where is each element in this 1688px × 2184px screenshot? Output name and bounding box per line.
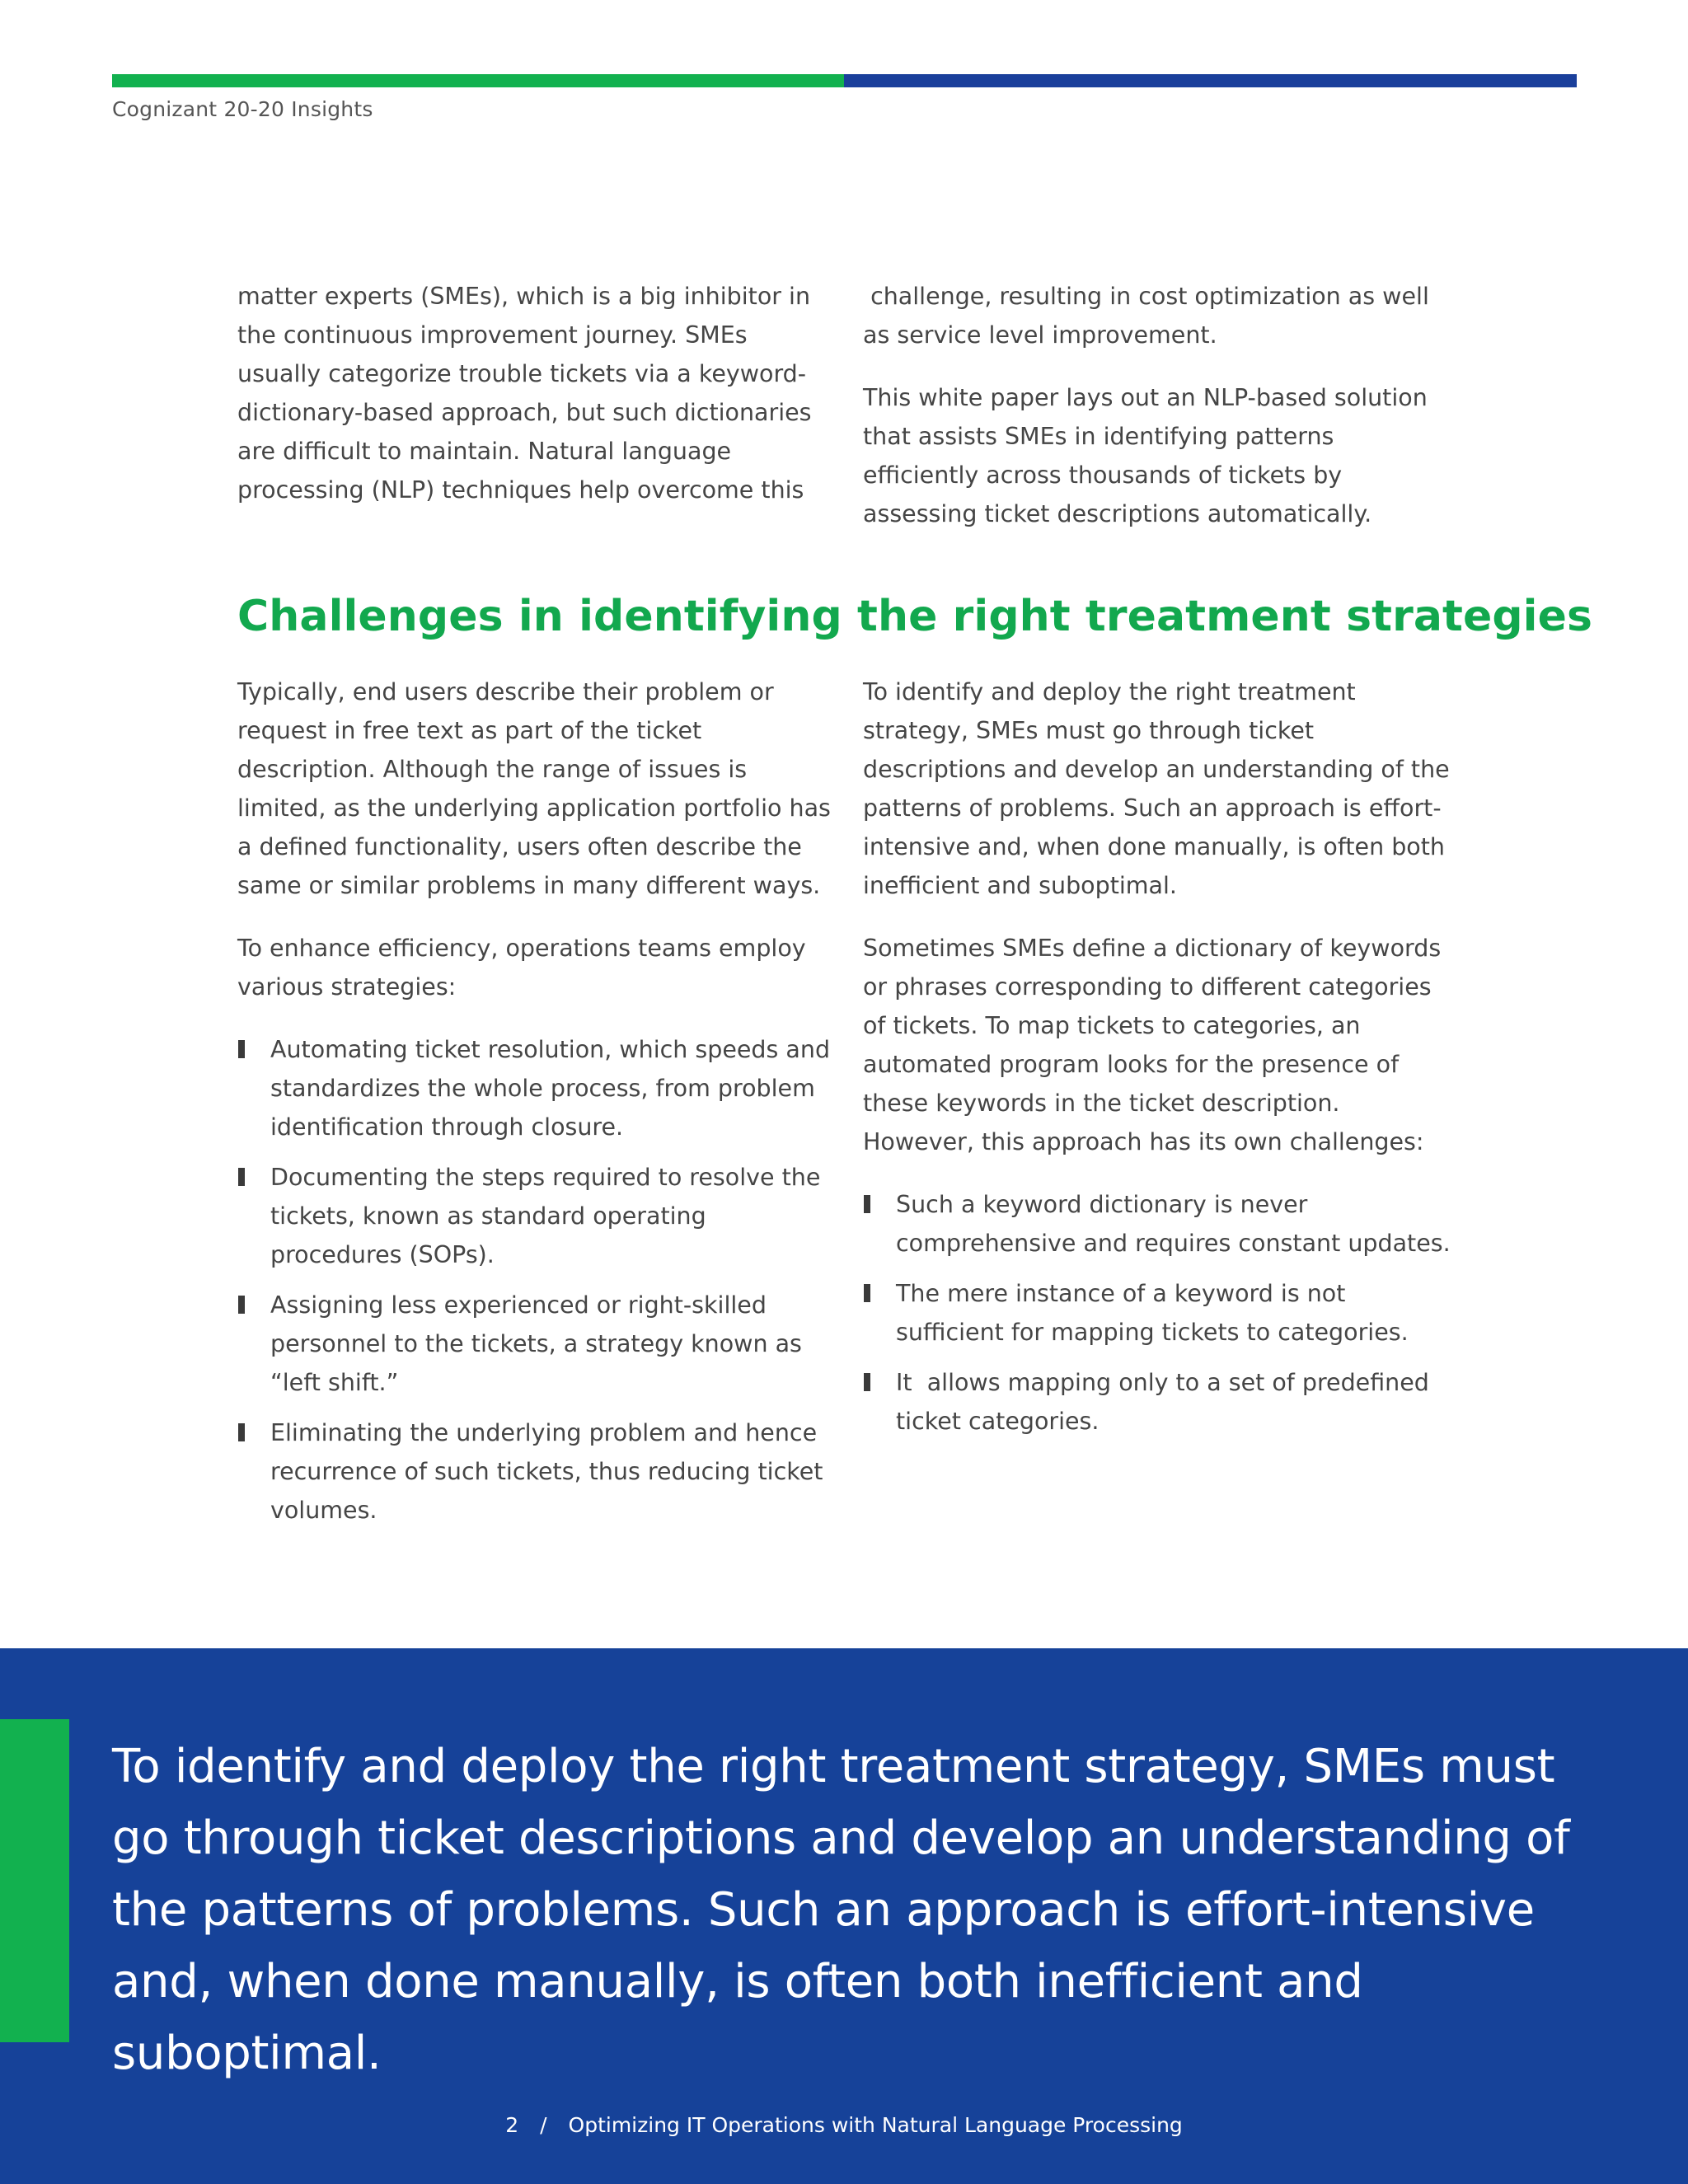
bullet-icon xyxy=(238,1296,245,1314)
list-item-text: Such a keyword dictionary is never comprehensive and requires constant updates. xyxy=(896,1191,1451,1257)
top-color-bar xyxy=(112,74,1577,87)
intro-right-column xyxy=(863,277,1456,557)
bullet-icon xyxy=(864,1284,870,1302)
list-item-text: The mere instance of a keyword is not sufficient for mapping tickets to categories. xyxy=(896,1280,1409,1346)
section-right-paragraph-1: To identify and deploy the right treatment strategy, SMEs must go through ticket descriptions and develop an understanding of the patterns of problems. Such an approach is effort-intensive and, when done manually, is often both inefficient and suboptimal. xyxy=(863,678,1450,899)
intro-right-paragraph-2: This white paper lays out an NLP-based solution that assists SMEs in identifying patterns efficiently across thousands of tickets by assessing ticket descriptions automatically. xyxy=(863,384,1428,527)
intro-right-paragraph-1: challenge, resulting in cost optimization as well as service level improvement. xyxy=(863,283,1437,349)
section-left-paragraph-1: Typically, end users describe their problem or request in free text as part of the ticket description. Although the range of issues is limited, as the underlying application portfolio has a defined functionality, users often describe the same or similar problems in many different ways. xyxy=(237,678,831,899)
list-item-text: Eliminating the underlying problem and hence recurrence of such tickets, thus reducing ticket volumes. xyxy=(270,1419,823,1524)
list-item-text: Assigning less experienced or right-skilled personnel to the tickets, a strategy known as “left shift.” xyxy=(270,1291,802,1396)
pullquote-text: To identify and deploy the right treatment strategy, SMEs must go through ticket descriptions and develop an understanding of the patterns of problems. Such an approach is effort-intensive and, when done manually, is often both inefficient and suboptimal. xyxy=(112,1740,1570,2080)
bullet-icon xyxy=(238,1423,245,1441)
list-item xyxy=(237,1286,835,1402)
section-left-paragraph-2: To enhance efficiency, operations teams employ various strategies: xyxy=(237,935,806,1001)
list-item xyxy=(863,1363,1456,1441)
top-bar-green-segment xyxy=(112,74,844,87)
footer-separator: / xyxy=(540,2113,547,2137)
list-item-text: Documenting the steps required to resolve the tickets, known as standard operating procedures (SOPs). xyxy=(270,1164,821,1268)
page-footer xyxy=(0,2113,1688,2137)
pullquote-accent-bar xyxy=(0,1719,69,2042)
list-item xyxy=(237,1158,835,1274)
bullet-icon xyxy=(238,1040,245,1058)
running-head: Cognizant 20-20 Insights xyxy=(112,97,373,121)
list-item xyxy=(237,1413,835,1530)
section-right-column xyxy=(863,673,1456,1452)
list-item xyxy=(863,1185,1456,1263)
list-item-text: It allows mapping only to a set of predefined ticket categories. xyxy=(896,1369,1437,1435)
bullet-icon xyxy=(864,1373,870,1391)
page-number: 2 xyxy=(505,2113,519,2137)
intro-left-column xyxy=(237,277,824,533)
strategies-bullet-list xyxy=(237,1030,835,1530)
list-item xyxy=(863,1274,1456,1352)
list-item-text: Automating ticket resolution, which speeds and standardizes the whole process, from problem identification through closure. xyxy=(270,1036,831,1141)
intro-left-paragraph: matter experts (SMEs), which is a big inhibitor in the continuous improvement journey. SMEs usually categorize trouble tickets via a keyword-dictionary-based approach, but such dictionaries are difficult to maintain. Natural language processing (NLP) techniques help overcome this xyxy=(237,283,812,504)
bullet-icon xyxy=(864,1195,870,1213)
section-heading: Challenges in identifying the right treatment strategies xyxy=(237,592,1593,641)
challenges-bullet-list xyxy=(863,1185,1456,1441)
list-item xyxy=(237,1030,835,1146)
section-right-paragraph-2: Sometimes SMEs define a dictionary of keywords or phrases corresponding to different categories of tickets. To map tickets to categories, an automated program looks for the presence of these keywords in the ticket description. However, this approach has its own challenges: xyxy=(863,935,1442,1155)
section-left-column xyxy=(237,673,835,1541)
top-bar-blue-segment xyxy=(844,74,1577,87)
document-title: Optimizing IT Operations with Natural Language Processing xyxy=(568,2113,1183,2137)
bullet-icon xyxy=(238,1168,245,1186)
